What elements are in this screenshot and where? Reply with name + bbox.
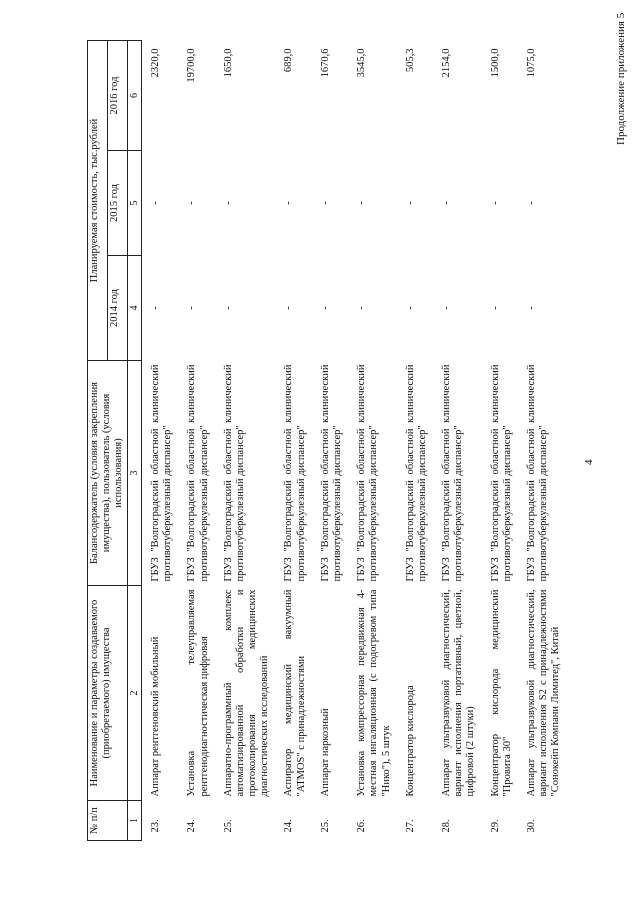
balance-holder: ГБУЗ "Волгоградский областной клинический противотуберкулезный диспансер"	[441, 364, 465, 582]
row-number: 28.	[441, 819, 453, 833]
cost-2015: -	[283, 201, 295, 205]
header-cost: Планируемая стоимость, тыс.рублей	[88, 40, 108, 360]
cost-2016: 2154,0	[441, 48, 453, 78]
col-index: 2	[127, 586, 142, 801]
cost-2015: -	[525, 201, 537, 205]
row-number: 30.	[525, 819, 537, 833]
balance-holder: ГБУЗ "Волгоградский областной клинический противотуберкулезный диспансер"	[283, 364, 307, 582]
cost-2015: -	[404, 201, 416, 205]
cost-2014: -	[404, 306, 416, 310]
header-num: № п/п	[88, 801, 128, 841]
table-row	[275, 40, 311, 840]
table-row	[518, 40, 567, 840]
table-row	[433, 40, 482, 840]
cost-2015: -	[150, 201, 162, 205]
cost-2015: -	[489, 201, 501, 205]
balance-holder: ГБУЗ "Волгоградский областной клинический противотуберкулезный диспансер"	[186, 364, 210, 582]
header-name: Наименование и параметры создаваемого (приобретаемого) имущества	[88, 586, 128, 801]
row-number: 23.	[150, 819, 162, 833]
property-table	[87, 40, 566, 841]
cost-2014: -	[319, 306, 331, 310]
row-number: 24.	[186, 819, 198, 833]
header-year-2016: 2016 год	[107, 40, 127, 150]
table-row	[142, 40, 179, 840]
cost-2016: 2320,0	[150, 48, 162, 78]
cost-2015: -	[319, 201, 331, 205]
continuation-note: Продолжение приложения 5	[615, 12, 627, 145]
cost-2016: 1650,0	[222, 48, 234, 78]
item-name: Концентратор кислорода	[404, 685, 416, 797]
row-number: 25.	[319, 819, 331, 833]
table-row	[178, 40, 214, 840]
item-name: Аппарат наркозный	[319, 708, 331, 797]
col-index: 5	[127, 151, 142, 256]
cost-2016: 19700,0	[186, 48, 198, 83]
row-number: 24.	[283, 819, 295, 833]
cost-2016: 1500,0	[489, 48, 501, 78]
table-row	[482, 40, 518, 840]
cost-2015: -	[222, 201, 234, 205]
cost-2014: -	[186, 306, 198, 310]
cost-2016: 505,3	[404, 48, 416, 73]
item-name: Концентратор кислорода медицинский "Провита 30"	[489, 589, 513, 797]
row-number: 27.	[404, 819, 416, 833]
header-holder: Балансодержатель (условия закрепления имущества), пользователь (условия использования)	[88, 361, 128, 586]
balance-holder: ГБУЗ "Волгоградский областной клинический противотуберкулезный диспансер"	[319, 364, 343, 582]
item-name: Установка компрессорная передвижная 4-местная ингаляционная (с подогревом типа "Нико"), 5 штук	[356, 589, 392, 797]
column-index-row	[127, 40, 142, 840]
col-index: 4	[127, 256, 142, 361]
table-row	[397, 40, 433, 840]
header-row	[88, 40, 108, 840]
cost-2014: -	[525, 306, 537, 310]
row-number: 29.	[489, 819, 501, 833]
table-row	[348, 40, 397, 840]
row-number: 26.	[356, 819, 368, 833]
cost-2014: -	[489, 306, 501, 310]
cost-2016: 1075,0	[525, 48, 537, 78]
cost-2016: 1670,6	[319, 48, 331, 78]
item-name: Аппарат рентгеновский мобильный	[150, 636, 162, 797]
cost-2016: 3545,0	[356, 48, 368, 78]
cost-2016: 689,0	[283, 48, 295, 73]
table-row	[312, 40, 348, 840]
item-name: Аппарат ультразвуковой диагностический, вариант исполнения S2 с принадлежностями "Сонокейп Компани Лимитед", Китай	[525, 589, 562, 797]
cost-2015: -	[186, 201, 198, 205]
balance-holder: ГБУЗ "Волгоградский областной клинический противотуберкулезный диспансер"	[525, 364, 550, 582]
item-name: Аппарат ультразвуковой диагностический, вариант исполнения портативный, цветной, цифровой (2 штуки)	[441, 589, 477, 797]
header-year-2015: 2015 год	[107, 151, 127, 256]
balance-holder: ГБУЗ "Волгоградский областной клинический противотуберкулезный диспансер"	[356, 364, 380, 582]
col-index: 6	[127, 40, 142, 150]
balance-holder: ГБУЗ "Волгоградский областной клинический противотуберкулезный диспансер"	[489, 364, 513, 582]
balance-holder: ГБУЗ "Волгоградский областной клинический противотуберкулезный диспансер"	[150, 364, 174, 582]
cost-2014: -	[222, 306, 234, 310]
cost-2014: -	[441, 306, 453, 310]
page-number: 4	[583, 459, 595, 465]
header-year-2014: 2014 год	[107, 256, 127, 361]
table-row	[215, 40, 276, 840]
balance-holder: ГБУЗ "Волгоградский областной клинический противотуберкулезный диспансер"	[404, 364, 428, 582]
item-name: Аспиратор медицинский вакуумный "ATMOS" с принадлежностями	[283, 589, 307, 797]
row-number: 25.	[222, 819, 234, 833]
balance-holder: ГБУЗ "Волгоградский областной клинический противотуберкулезный диспансер"	[222, 364, 246, 582]
col-index: 3	[127, 361, 142, 586]
cost-2014: -	[356, 306, 368, 310]
item-name: Аппаратно-программный комплекс автоматизированной обработки и протоколирования медицинских диагностических исследований	[222, 589, 271, 797]
col-index: 1	[127, 801, 142, 841]
cost-2014: -	[150, 306, 162, 310]
cost-2015: -	[441, 201, 453, 205]
cost-2015: -	[356, 201, 368, 205]
cost-2014: -	[283, 306, 295, 310]
item-name: Установка телеуправляемая рентгенодиагностическая цифровая	[186, 589, 210, 797]
